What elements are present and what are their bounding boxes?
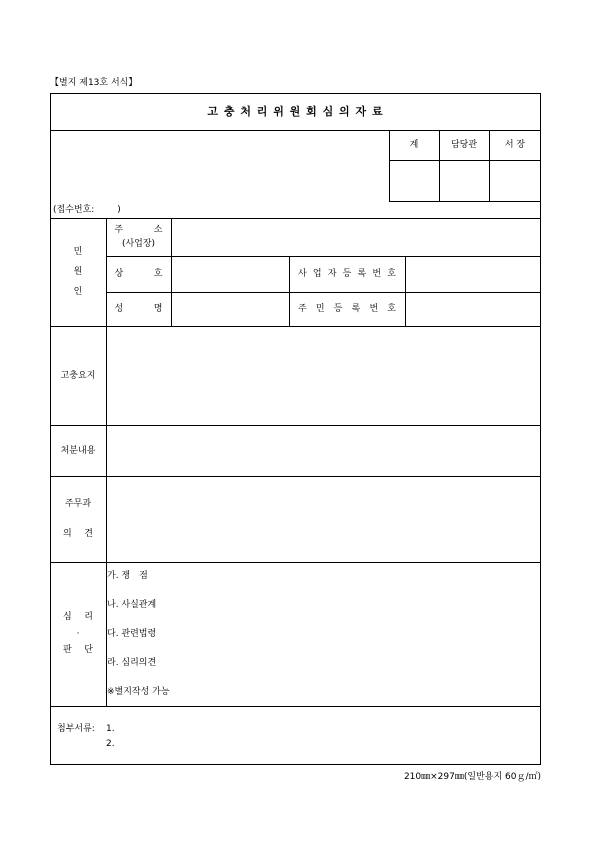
approval-officer-header: 담당관 — [450, 140, 478, 150]
paper-spec-note: 210㎜×297㎜(일반용지 60ｇ/㎡) — [403, 772, 541, 782]
name-label-cell — [106, 292, 171, 326]
attachment-item-1: 1. — [106, 724, 115, 734]
resident-reg-no-value-field — [405, 292, 541, 326]
department-opinion-label-line2: 의 견 — [63, 529, 93, 539]
department-opinion-field — [106, 476, 541, 562]
approval-staff-header: 계 — [409, 140, 419, 150]
department-opinion-label-line1: 주무과 — [64, 499, 92, 509]
receipt-number-label: (접수번호: ) — [53, 205, 121, 215]
grievance-summary-label: 고충요지 — [60, 370, 96, 381]
disposition-field — [106, 425, 541, 476]
business-reg-no-label-cell — [289, 256, 405, 292]
review-item-issue: 가. 쟁 점 — [107, 571, 148, 581]
review-label — [50, 562, 106, 706]
applicant-section-label — [50, 218, 106, 326]
business-reg-no-label: 사 업 자 등 록 번 호 — [298, 269, 396, 279]
approval-chief-signature — [489, 160, 541, 201]
attachments-label: 첨부서류: — [57, 724, 95, 734]
approval-bottom-rule — [389, 201, 541, 202]
applicant-label-char-1: 민 — [73, 247, 83, 257]
name-label: 성 명 — [114, 304, 163, 314]
form-number-label: 【별지 제13호 서식】 — [50, 78, 138, 88]
review-item-note: ※별지작성 가능 — [107, 687, 170, 697]
review-label-dot: · — [76, 628, 80, 639]
applicant-label-char-3: 인 — [73, 287, 83, 297]
approval-staff-signature — [389, 160, 439, 201]
review-label-line1: 심 리 — [63, 612, 93, 623]
address-sub-label: (사업장) — [121, 239, 156, 249]
attachment-item-2: 2. — [106, 739, 115, 749]
approval-chief-header: 서 장 — [504, 140, 526, 150]
company-label: 상 호 — [114, 269, 163, 279]
review-label-line2: 판 단 — [63, 645, 93, 656]
applicant-label-char-2: 원 — [73, 267, 83, 277]
address-value-field — [171, 218, 541, 256]
grievance-summary-field — [106, 326, 541, 425]
department-opinion-label — [50, 476, 106, 562]
company-label-cell — [106, 256, 171, 292]
review-item-facts: 나. 사실관계 — [107, 600, 157, 610]
approval-officer-signature — [439, 160, 489, 201]
resident-reg-no-label-cell — [289, 292, 405, 326]
form-title: 고 충 처 리 위 원 회 심 의 자 료 — [207, 104, 384, 118]
name-value-field — [171, 292, 289, 326]
review-item-opinion: 라. 심리의견 — [107, 658, 157, 668]
review-item-laws: 다. 관련법령 — [107, 629, 157, 639]
address-label-cell — [106, 218, 171, 256]
disposition-label: 처분내용 — [60, 445, 96, 456]
address-label: 주 소 — [114, 225, 163, 235]
resident-reg-no-label: 주 민 등 록 번 호 — [298, 304, 396, 314]
review-items — [107, 562, 537, 707]
company-value-field — [171, 256, 289, 292]
business-reg-no-value-field — [405, 256, 541, 292]
